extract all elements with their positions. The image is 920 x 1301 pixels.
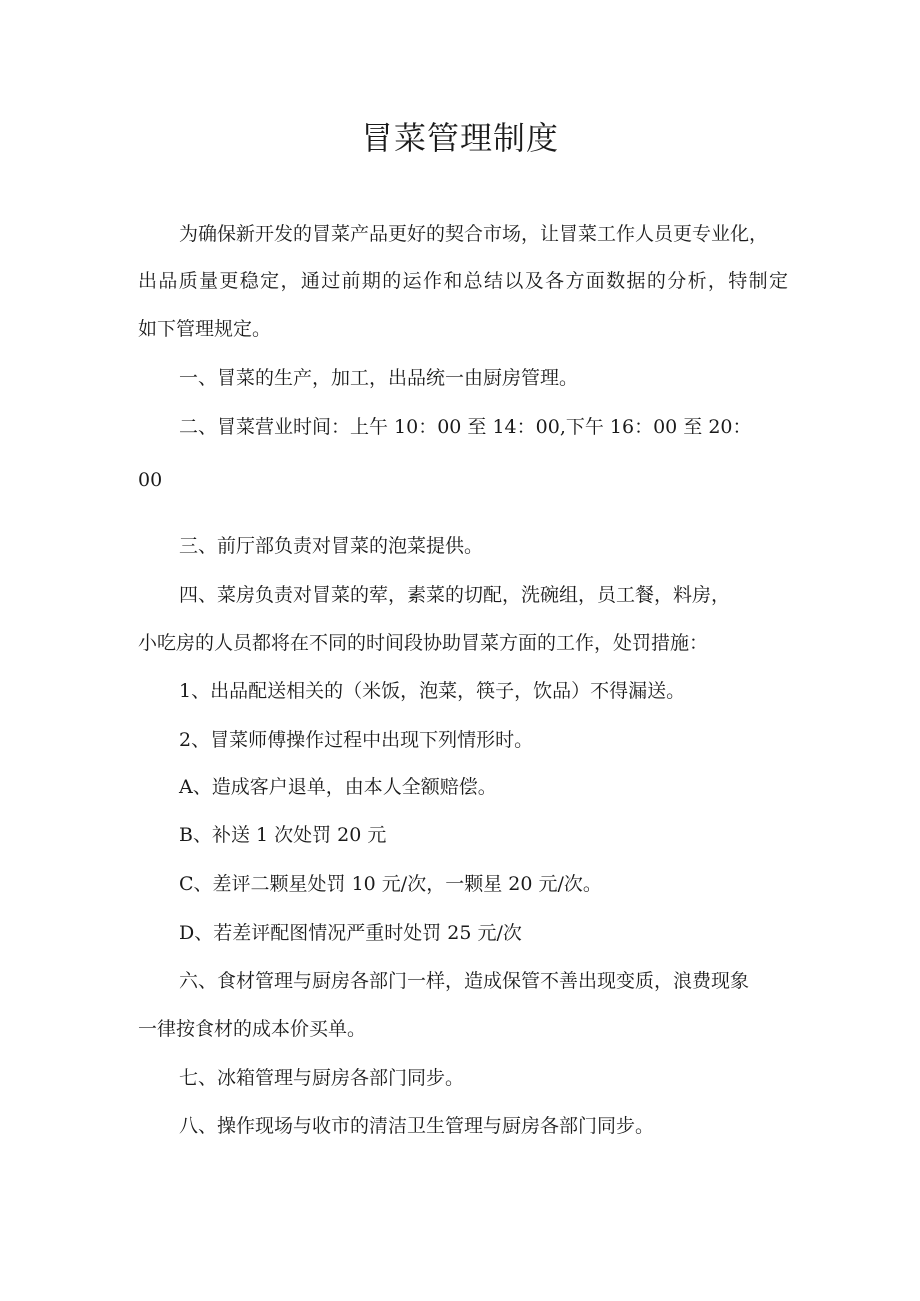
- penalty-1: 1、出品配送相关的（米饭，泡菜，筷子，饮品）不得漏送。: [179, 680, 686, 702]
- clause-6-line-1: 六、食材管理与厨房各部门一样，造成保管不善出现变质，浪费现象: [179, 970, 750, 992]
- intro-line-3: 如下管理规定。: [138, 318, 272, 340]
- intro-line-2: 出品质量更稳定，通过前期的运作和总结以及各方面数据的分析，特制定: [138, 270, 788, 292]
- penalty-b: B、补送 1 次处罚 20 元: [179, 824, 387, 846]
- intro-line-1: 为确保新开发的冒菜产品更好的契合市场，让冒菜工作人员更专业化，: [179, 223, 769, 245]
- clause-6-line-2: 一律按食材的成本价买单。: [138, 1018, 367, 1040]
- penalty-2: 2、冒菜师傅操作过程中出现下列情形时。: [179, 729, 534, 751]
- clause-1: 一、冒菜的生产，加工，出品统一由厨房管理。: [179, 367, 579, 389]
- penalty-a: A、造成客户退单，由本人全额赔偿。: [179, 776, 497, 798]
- clause-8: 八、操作现场与收市的清洁卫生管理与厨房各部门同步。: [179, 1115, 655, 1137]
- document-title: 冒菜管理制度: [360, 119, 559, 157]
- clause-3: 三、前厅部负责对冒菜的泡菜提供。: [179, 535, 484, 557]
- clause-2-line-2: 00: [138, 469, 163, 491]
- penalty-d: D、若差评配图情况严重时处罚 25 元/次: [179, 922, 522, 944]
- clause-4-line-2: 小吃房的人员都将在不同的时间段协助冒菜方面的工作，处罚措施：: [138, 632, 709, 654]
- clause-2-line-1: 二、冒菜营业时间：上午 10：00 至 14：00,下午 16：00 至 20：: [179, 416, 752, 438]
- clause-4-line-1: 四、菜房负责对冒菜的荤，素菜的切配，洗碗组，员工餐，料房，: [179, 584, 731, 606]
- penalty-c: C、差评二颗星处罚 10 元/次，一颗星 20 元/次。: [179, 873, 602, 895]
- clause-7: 七、冰箱管理与厨房各部门同步。: [179, 1067, 465, 1089]
